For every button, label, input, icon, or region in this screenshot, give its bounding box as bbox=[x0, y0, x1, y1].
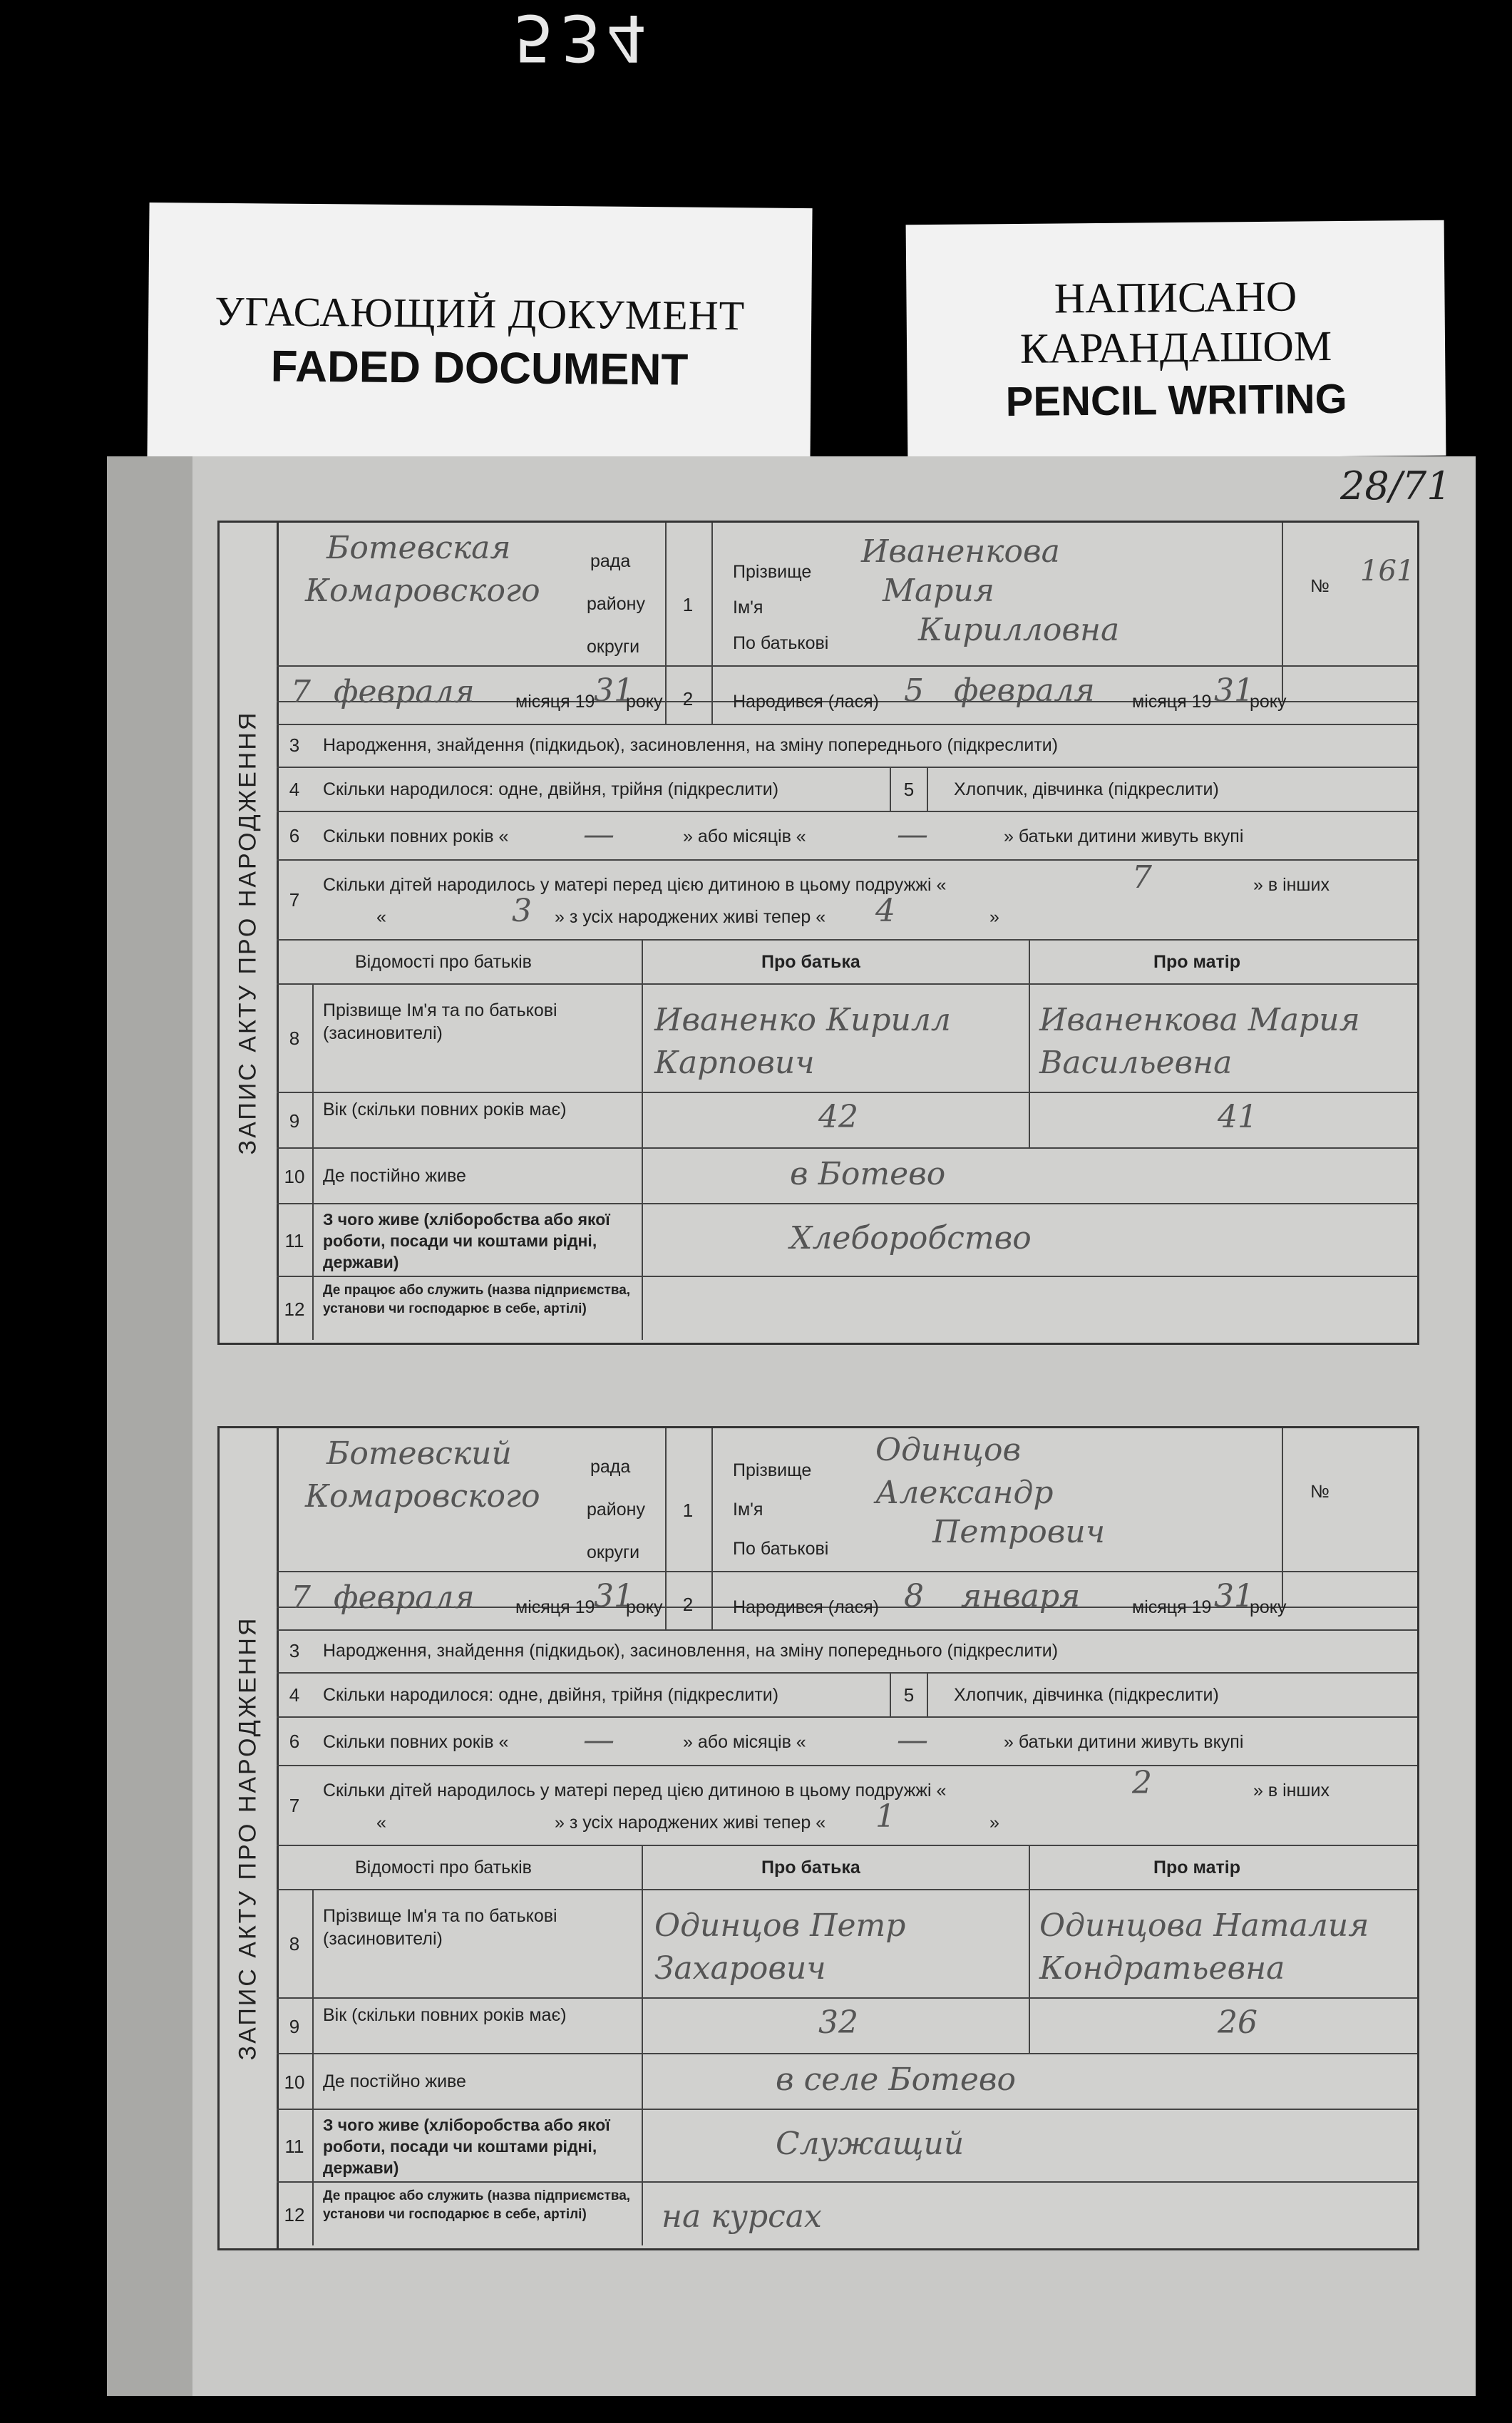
date-row bbox=[277, 665, 1417, 725]
mother-age: 26 bbox=[1218, 2004, 1258, 2041]
row-12: 12 Де працює або служить (назва підприємства, установи чи господарює в себе, артілі) bbox=[277, 1277, 1417, 1340]
row-3: 3 Народження, знайдення (підкидьок), засиновлення, на зміну попереднього (підкреслити) bbox=[277, 724, 1417, 768]
pencil-writing-label bbox=[906, 220, 1446, 461]
row-8: 8 Прізвище Ім'я та по батькові (засиновителі) Одинцов Петр Захарович Одинцова Наталия Кондратьевна bbox=[277, 1890, 1417, 1999]
birth-record-1 bbox=[217, 521, 1419, 1345]
row-9: 9 Вік (скільки повних років має) 42 41 bbox=[277, 1093, 1417, 1149]
birth-roku-label: року bbox=[1250, 1597, 1287, 1617]
raion-label: району bbox=[587, 594, 645, 614]
patronymic-label: По батькові bbox=[733, 1539, 829, 1559]
pencil-label-en: PENCIL WRITING bbox=[1005, 375, 1348, 426]
number-label: № bbox=[1310, 1482, 1330, 1502]
father-name: Одинцов Петр Захарович bbox=[654, 1907, 906, 1987]
name-label: Ім'я bbox=[733, 1500, 763, 1520]
rada-label: рада bbox=[590, 1457, 631, 1477]
father-age: 32 bbox=[818, 2004, 858, 2041]
row-12: 12 Де працює або служить (назва підприємства, установи чи господарює в себе, артілі) на курсах bbox=[277, 2183, 1417, 2245]
faded-document-label bbox=[147, 203, 812, 465]
birth-year: 31 bbox=[1214, 672, 1254, 709]
reg-month: февраля bbox=[334, 674, 475, 710]
archive-number: 534 bbox=[513, 0, 653, 75]
name-value: Мария bbox=[883, 573, 994, 609]
birth-day: 8 bbox=[904, 1578, 924, 1614]
faded-label-en: FADED DOCUMENT bbox=[270, 342, 689, 395]
birth-day: 5 bbox=[904, 672, 924, 709]
mother-name: Иваненкова Мария Васильевна bbox=[1039, 1002, 1360, 1081]
parents-header-row: Відомості про батьків Про батька Про матір bbox=[277, 1846, 1417, 1890]
misiatsia-label: місяця 19 bbox=[515, 1597, 595, 1617]
residence: в селе Ботево bbox=[776, 2061, 1017, 2098]
surname-value: Иваненкова bbox=[861, 533, 1060, 570]
name-label: Ім'я bbox=[733, 598, 763, 618]
date-row bbox=[277, 1571, 1417, 1631]
row-6: 6 Скільки повних років « — » або місяців « — » батьки дитини живуть вкупі bbox=[277, 1718, 1417, 1766]
okruhy-label: округи bbox=[587, 1542, 640, 1562]
reg-year: 31 bbox=[594, 672, 634, 709]
page-binding-edge bbox=[107, 456, 192, 2396]
father-age: 42 bbox=[818, 1099, 858, 1135]
residence: в Ботево bbox=[790, 1156, 946, 1192]
reg-year: 31 bbox=[594, 1578, 634, 1614]
workplace: на курсах bbox=[662, 2198, 822, 2235]
record-side-title: ЗАПИС АКТУ ПРО НАРОДЖЕННЯ bbox=[220, 523, 279, 1343]
row-num-1: 1 bbox=[682, 594, 694, 615]
birth-month: февраля bbox=[954, 672, 1095, 709]
born-label: Народився (лася) bbox=[733, 692, 879, 712]
row-num-2: 2 bbox=[682, 1594, 694, 1615]
mother-name: Одинцова Наталия Кондратьевна bbox=[1039, 1907, 1369, 1987]
row-10: 10 Де постійно живе в селе Ботево bbox=[277, 2054, 1417, 2110]
row-11: 11 З чого живе (хліборобства або якої роботи, посади чи коштами рідні, держави) Хлеборобство bbox=[277, 1204, 1417, 1277]
born-label: Народився (лася) bbox=[733, 1597, 879, 1617]
birth-month: января bbox=[961, 1578, 1081, 1614]
number-value: 161 bbox=[1360, 555, 1415, 588]
rada-value: Ботевская bbox=[326, 530, 511, 566]
row-num-1: 1 bbox=[682, 1500, 694, 1521]
surname-label: Прізвище bbox=[733, 562, 812, 582]
row-11: 11 З чого живе (хліборобства або якої роботи, посади чи коштами рідні, держави) Служащий bbox=[277, 2110, 1417, 2183]
name-value: Александр bbox=[875, 1475, 1054, 1511]
number-label: № bbox=[1310, 576, 1330, 596]
patronymic-label: По батькові bbox=[733, 633, 829, 653]
row-7: 7 Скільки дітей народилось у матері перед цією дитиною в цьому подружжі « 2 » в інших « » з усіх народжених живі тепер « 1 » bbox=[277, 1766, 1417, 1846]
row-4-5: 4 Скільки народилося: одне, двійня, трійня (підкреслити) 5 Хлопчик, дівчинка (підкреслити) bbox=[277, 768, 1417, 812]
birth-misiatsia-label: місяця 19 bbox=[1132, 1597, 1212, 1617]
father-name: Иваненко Кирилл Карпович bbox=[654, 1002, 951, 1081]
rada-value: Ботевский bbox=[326, 1435, 512, 1472]
raion-value: Комаровского bbox=[305, 1478, 540, 1515]
patronymic-value: Петрович bbox=[932, 1514, 1106, 1550]
raion-label: району bbox=[587, 1500, 645, 1520]
surname-label: Прізвище bbox=[733, 1460, 812, 1480]
birth-year: 31 bbox=[1214, 1578, 1254, 1614]
reg-day: 7 bbox=[291, 674, 311, 710]
reg-day: 7 bbox=[291, 1579, 311, 1616]
row-6: 6 Скільки повних років « — » або місяців « — » батьки дитини живуть вкупі bbox=[277, 812, 1417, 861]
occupation: Хлеборобство bbox=[790, 1220, 1032, 1256]
birth-record-2 bbox=[217, 1426, 1419, 2250]
row-4-5: 4 Скільки народилося: одне, двійня, трійня (підкреслити) 5 Хлопчик, дівчинка (підкреслити) bbox=[277, 1674, 1417, 1718]
row-7: 7 Скільки дітей народилось у матері перед цією дитиною в цьому подружжі « 7 » в інших « 3 » з усіх народжених живі тепер « 4 » bbox=[277, 861, 1417, 941]
birth-roku-label: року bbox=[1250, 692, 1287, 712]
faded-label-ru: УГАСАЮЩИЙ ДОКУМЕНТ bbox=[215, 287, 746, 339]
page-number: 28/71 bbox=[1340, 463, 1451, 508]
parents-header-row: Відомості про батьків Про батька Про матір bbox=[277, 941, 1417, 985]
row-num-2: 2 bbox=[682, 688, 694, 710]
occupation: Служащий bbox=[776, 2126, 965, 2162]
row-3: 3 Народження, знайдення (підкидьок), засиновлення, на зміну попереднього (підкреслити) bbox=[277, 1629, 1417, 1674]
row-8: 8 Прізвище Ім'я та по батькові (засиновителі) Иваненко Кирилл Карпович Иваненкова Мария Васильевна bbox=[277, 985, 1417, 1093]
record-side-title: ЗАПИС АКТУ ПРО НАРОДЖЕННЯ bbox=[220, 1428, 279, 2248]
raion-value: Комаровского bbox=[305, 573, 540, 609]
surname-value: Одинцов bbox=[875, 1432, 1022, 1468]
roku-label: року bbox=[626, 1597, 663, 1617]
reg-month: февраля bbox=[334, 1579, 475, 1616]
row-10: 10 Де постійно живе в Ботево bbox=[277, 1149, 1417, 1204]
misiatsia-label: місяця 19 bbox=[515, 692, 595, 712]
pencil-label-ru: НАПИСАНО КАРАНДАШОМ bbox=[1019, 272, 1332, 372]
birth-misiatsia-label: місяця 19 bbox=[1132, 692, 1212, 712]
roku-label: року bbox=[626, 692, 663, 712]
patronymic-value: Кирилловна bbox=[918, 612, 1120, 648]
row-9: 9 Вік (скільки повних років має) 32 26 bbox=[277, 1999, 1417, 2054]
rada-label: рада bbox=[590, 551, 631, 571]
okruhy-label: округи bbox=[587, 637, 640, 657]
mother-age: 41 bbox=[1218, 1099, 1258, 1135]
